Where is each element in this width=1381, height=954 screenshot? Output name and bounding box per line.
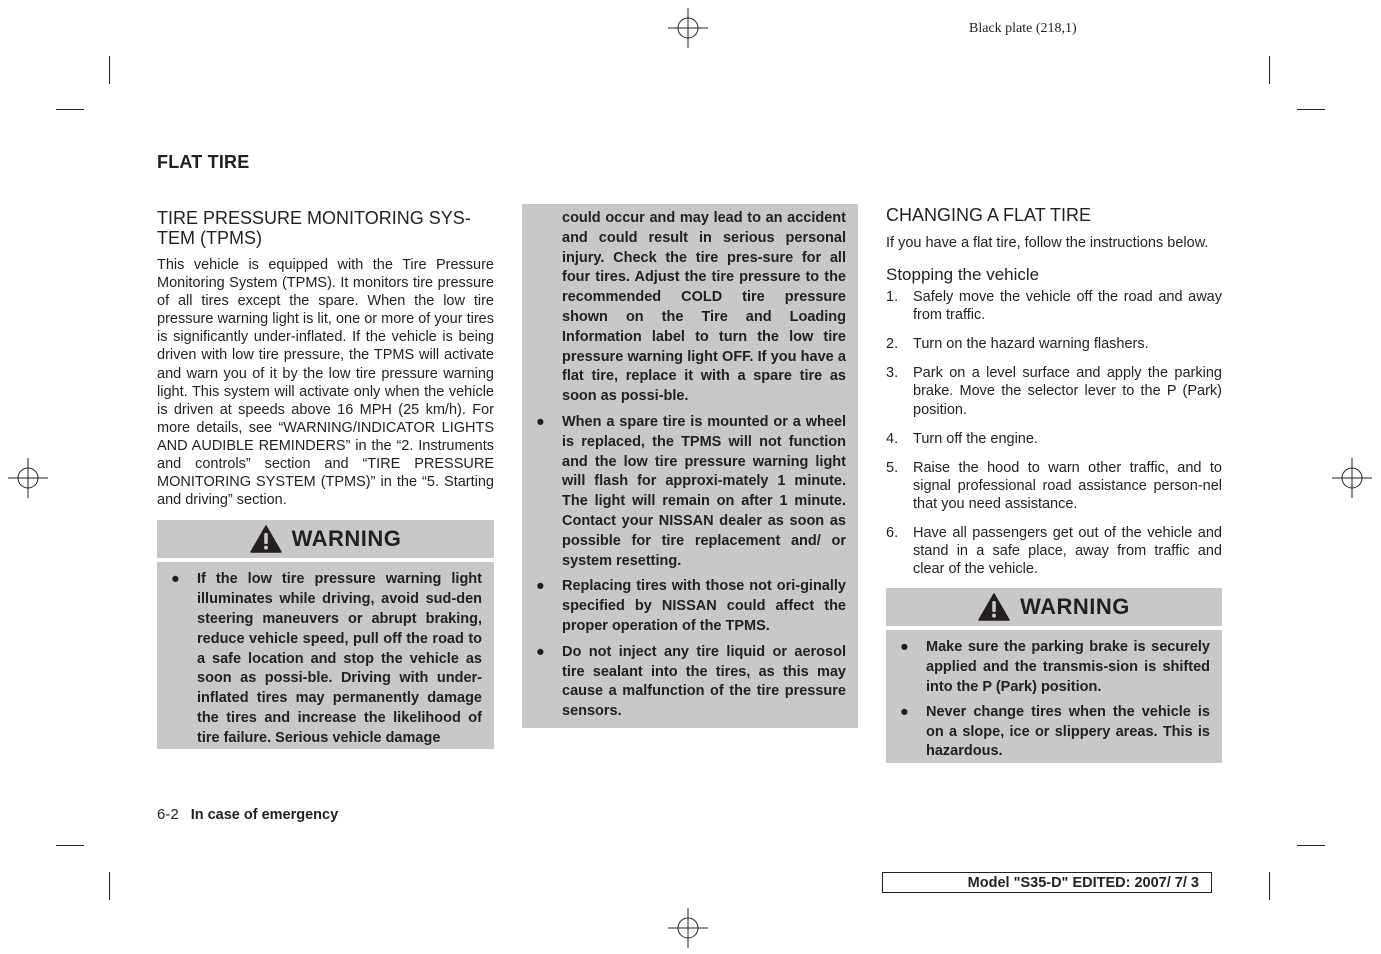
step-text: Safely move the vehicle off the road and away from traffic. [913,289,1222,324]
footer-section: In case of emergency [190,807,339,823]
tpms-heading-line1: TIRE PRESSURE MONITORING SYS- [157,208,471,228]
crop-mark [109,56,110,84]
warning-item-text: Replacing tires with those not ori-ginally specified by NISSAN could affect the proper operation of the TPMS. [562,578,846,634]
step-number: 2. [886,336,899,353]
warning-item [522,209,858,407]
warning-item-text: If the low tire pressure warning light illuminates while driving, avoid sud-den steering maneuvers or abrupt braking, reduce vehicle speed, pull off the road to a safe location and stop the vehicle as soon as possi-ble. Driving with under-inflated tires may permanently damage the tires and increase the likelihood of tire failure. Serious vehicle damage [197,571,482,746]
warning-item-text: could occur and may lead to an accident and could result in serious personal injury. Check the tire pres-sure for all four tires. Adjust the tire pressure to the recommended COLD tire pressure shown on the Tire and Loading Information label to turn the low tire pressure warning light OFF. If you have a flat tire, replace it with a spare tire as soon as possi-ble. [562,210,846,405]
column-left [157,208,494,749]
step-text: Raise the hood to warn other traffic, and to signal professional road assistance person-nel that you need assistance. [913,459,1222,512]
crop-mark [1297,109,1325,110]
page-number: 6-2 [157,806,179,823]
warning-body [886,630,1222,763]
step-number: 5. [886,459,899,476]
crop-mark [56,845,84,846]
column-right [886,205,1222,763]
changing-heading: CHANGING A FLAT TIRE [886,205,1092,225]
model-text: Model "S35-D" EDITED: 2007/ 7/ 3 [967,874,1199,891]
tpms-body: This vehicle is equipped with the Tire Pressure Monitoring System (TPMS). It monitors tire pressure of all tires except the spare. When the low tire pressure warning light is lit, one or more of your tires is significantly under-inflated. If the vehicle is being driven with low tire pressure, the TPMS will activate and warn you of it by the low tire pressure warning light. This system will activate only when the vehicle is driven at speeds above 16 MPH (25 km/h). For more details, see “WARNING/INDICATOR LIGHTS AND AUDIBLE REMINDERS” in the “2. Instruments and controls” section and “TIRE PRESSURE MONITORING SYSTEM (TPMS)” in the “5. Starting and driving” section. [157,257,494,509]
bullet: ● [171,571,180,588]
section-title: FLAT TIRE [157,152,250,172]
warning-item-text: Make sure the parking brake is securely applied and the transmis-sion is shifted into the P (Park) position. [926,639,1210,695]
bullet: ● [900,639,909,656]
step-text: Park on a level surface and apply the parking brake. Move the selector lever to the P (Park) position. [913,365,1222,418]
warning-label: WARNING [291,526,402,552]
step-number: 1. [886,289,899,306]
crop-mark [1269,56,1270,84]
changing-intro: If you have a flat tire, follow the instructions below. [886,235,1209,251]
bullet: ● [536,643,545,660]
warning-item [886,703,1222,762]
step-text: Turn off the engine. [913,430,1038,447]
list-item [886,335,1222,353]
registration-mark-icon [8,458,48,498]
warning-item-text: Never change tires when the vehicle is on a slope, ice or slippery areas. This is hazardous. [926,703,1210,760]
list-item [886,288,1222,324]
steps-list [886,288,1222,578]
step-number: 3. [886,365,899,382]
registration-mark-icon [1332,458,1372,498]
warning-item-text: When a spare tire is mounted or a wheel is replaced, the TPMS will not function and the low tire pressure warning light will flash for approxi-mately 1 minute. The light will remain on after 1 minute. Contact your NISSAN dealer as soon as possible for tire replacement and/ or system resetting. [562,413,846,569]
warning-body-continued [522,204,858,728]
warning-item [522,643,858,722]
step-text: Have all passengers get out of the vehicle and stand in a safe place, away from traffic and clear of the vehicle. [913,525,1222,578]
warning-triangle-icon [250,525,282,553]
warning-item [886,638,1222,697]
bullet: ● [536,578,545,595]
step-number: 6. [886,525,899,542]
crop-mark [109,872,110,900]
bullet: ● [900,703,909,720]
registration-mark-icon [668,908,708,948]
warning-header [157,520,494,558]
warning-item [522,413,858,571]
step-text: Turn on the hazard warning flashers. [913,336,1149,353]
list-item [886,459,1222,513]
warning-label: WARNING [1020,594,1130,620]
step-number: 4. [886,430,899,447]
warning-body [157,562,494,749]
crop-mark [1297,845,1325,846]
tpms-heading-line2: TEM (TPMS) [157,228,262,248]
warning-item [522,577,858,636]
bullet: ● [536,413,545,430]
list-item [886,364,1222,418]
list-item [886,524,1222,578]
list-item [886,430,1222,448]
page-footer [157,806,338,823]
plate-label: Black plate (218,1) [969,21,1077,36]
tpms-heading [157,208,494,248]
model-stamp [882,872,1212,893]
warning-triangle-icon [978,593,1010,621]
crop-mark [56,109,84,110]
registration-mark-icon [668,8,708,48]
warning-header [886,588,1222,626]
warning-item-text: Do not inject any tire liquid or aerosol tire sealant into the tires, as this may cause a malfunction of the tire pressure sensors. [562,643,846,720]
warning-item [157,570,494,748]
stopping-subheading: Stopping the vehicle [886,265,1040,285]
crop-mark [1269,872,1270,900]
